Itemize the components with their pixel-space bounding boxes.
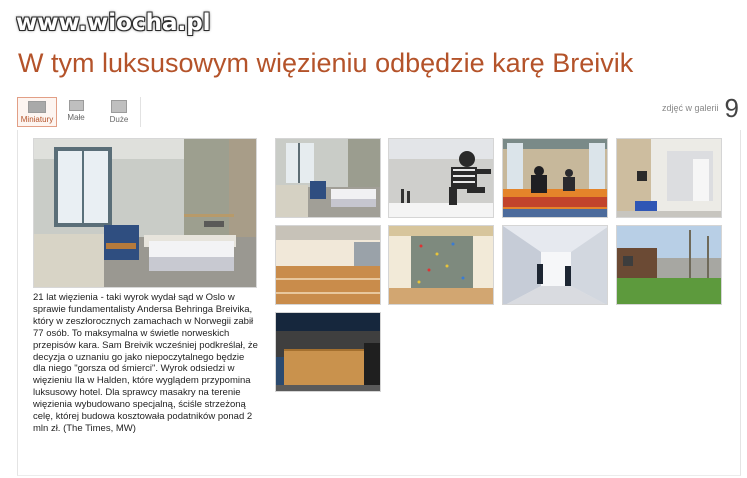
toolbar-divider bbox=[140, 97, 141, 127]
gallery-thumbnail[interactable] bbox=[388, 138, 494, 218]
view-thumbnails-button[interactable] bbox=[17, 97, 57, 127]
article-description: 21 lat więzienia - taki wyrok wydał sąd w Oslo w sprawie fundamentalisty Andersa Behringa Breivika, który w zeszłorocznych zamachach w Norwegii zabił 77 osób. To maksymalna w świetle norweskich przepisów kara. Sam Breivik wcześniej podkreślał, że decyzja o uznaniu go jako niepoczytalnego będzie dla niego "gorsza od śmierci". Wyrok odsiedzi w więzieniu Ila w Halden, które wyglądem przypomina luksusowy hotel. Dla sprawcy masakry na terenie więzienia wybudowano specjalną, ściśle strzeżoną celę, której budowa kosztowała podatników ponad 2 mln zł. (The Times, MW) bbox=[33, 292, 258, 434]
small-view-icon bbox=[69, 100, 84, 111]
gallery-thumbnail[interactable] bbox=[616, 138, 722, 218]
gallery-thumbnail[interactable] bbox=[616, 225, 722, 305]
view-large-button[interactable] bbox=[104, 97, 134, 125]
gallery-thumbnail[interactable] bbox=[388, 225, 494, 305]
main-photo[interactable] bbox=[33, 138, 257, 288]
gallery-toolbar bbox=[17, 93, 739, 129]
page-title: W tym luksusowym więzieniu odbędzie karę Breivik bbox=[18, 48, 634, 78]
gallery-count bbox=[662, 93, 739, 124]
gallery-thumbnail[interactable] bbox=[502, 225, 608, 305]
thumbnails-icon bbox=[28, 101, 46, 113]
gallery-thumbnail[interactable] bbox=[275, 225, 381, 305]
view-thumbnails-label: Miniatury bbox=[20, 115, 54, 124]
gallery-count-number: 9 bbox=[724, 93, 739, 123]
large-view-icon bbox=[111, 100, 127, 113]
view-small-label: Małe bbox=[67, 113, 85, 122]
gallery-thumbnail[interactable] bbox=[275, 312, 381, 392]
gallery-thumbnail[interactable] bbox=[502, 138, 608, 218]
view-small-button[interactable] bbox=[61, 97, 91, 125]
gallery-thumbnail[interactable] bbox=[275, 138, 381, 218]
view-large-label: Duże bbox=[109, 115, 129, 124]
gallery-count-label: zdjęć w galerii bbox=[662, 103, 719, 113]
site-watermark: www.wiocha.pl bbox=[16, 10, 211, 36]
gallery-content bbox=[17, 130, 741, 476]
